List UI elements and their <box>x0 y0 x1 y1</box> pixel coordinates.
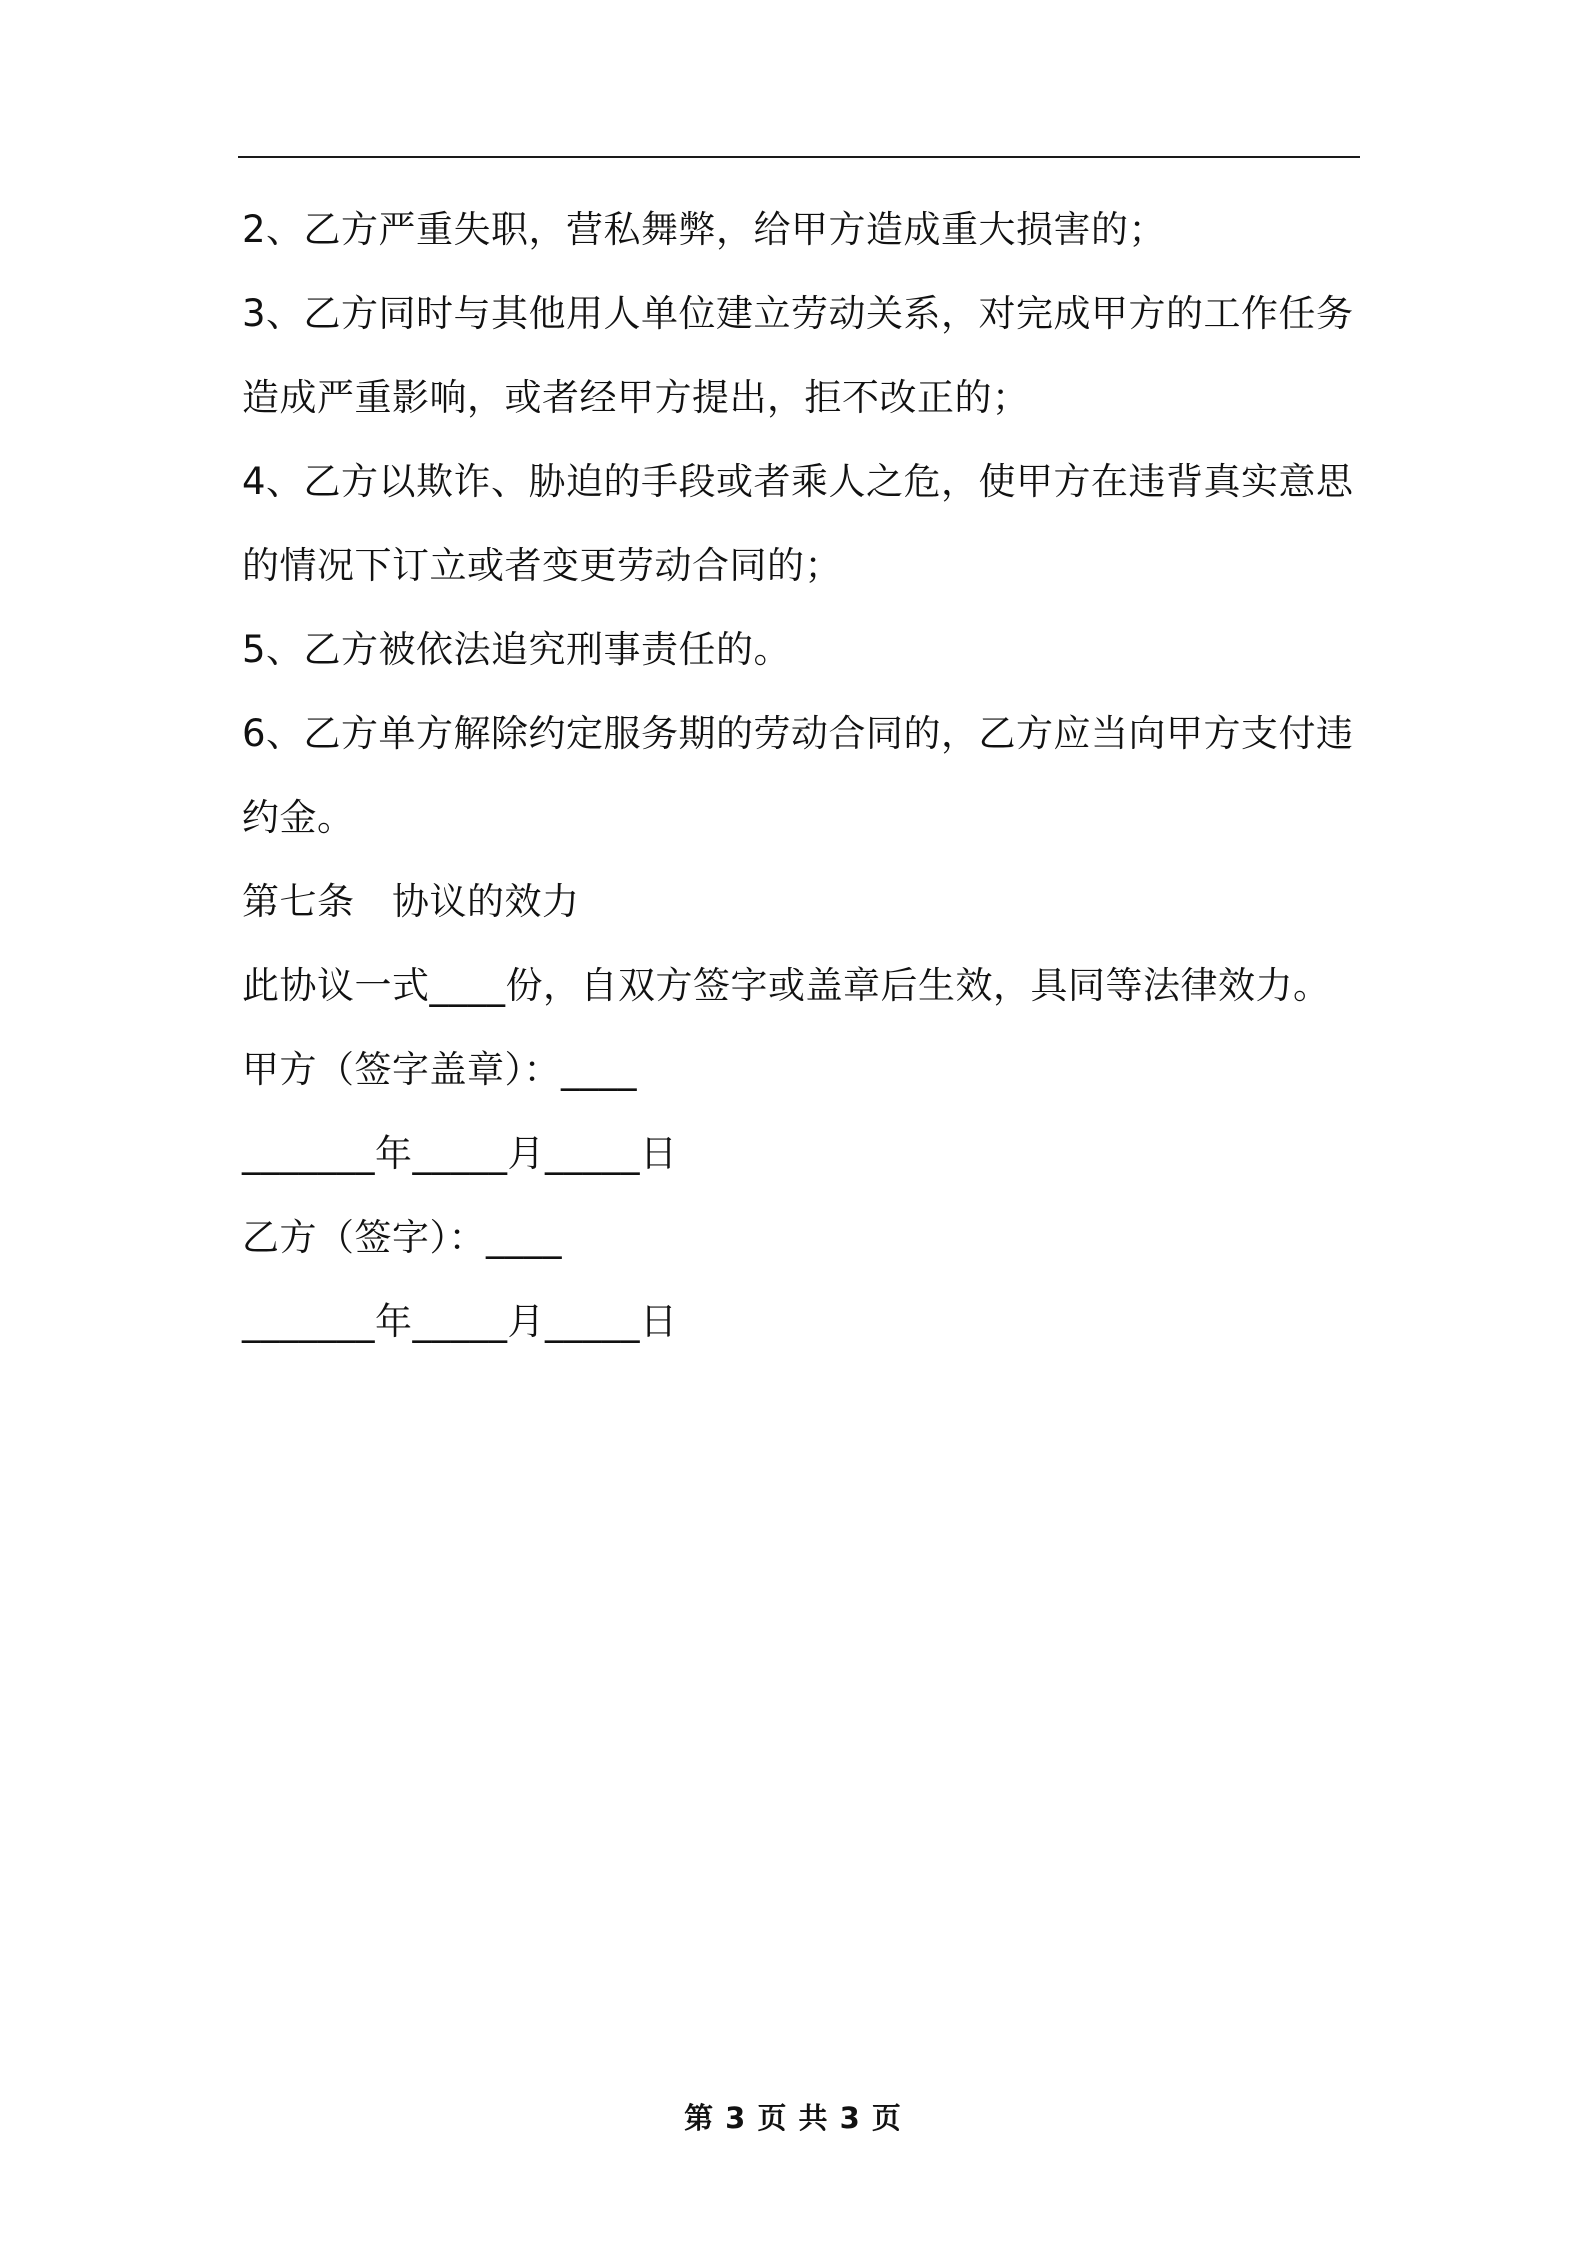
clause-item-5: 5、乙方被依法追究刑事责任的。 <box>242 628 792 671</box>
page-number: 第 3 页 共 3 页 <box>684 2101 902 2135</box>
party-a-date-line: _______年_____月_____日 <box>242 1132 678 1175</box>
clause-item-3-line-2: 造成严重影响，或者经甲方提出，拒不改正的； <box>242 376 1030 419</box>
clause-item-4-line-2: 的情况下订立或者变更劳动合同的； <box>242 544 842 587</box>
document-body <box>242 188 1364 1364</box>
party-b-date-line: _______年_____月_____日 <box>242 1300 678 1343</box>
clause-item-2: 2、乙方严重失职，营私舞弊，给甲方造成重大损害的； <box>242 208 1167 251</box>
party-a-signature-line: 甲方（签字盖章）：____ <box>242 1048 637 1091</box>
header-rule <box>238 156 1360 158</box>
party-b-signature-line: 乙方（签字）：____ <box>242 1216 562 1259</box>
agreement-effect-text: 此协议一式____份，自双方签字或盖章后生效，具同等法律效力。 <box>242 964 1331 1007</box>
clause-item-6-line-2: 约金。 <box>242 796 355 839</box>
clause-item-3-line-1: 3、乙方同时与其他用人单位建立劳动关系，对完成甲方的工作任务 <box>242 292 1354 335</box>
clause-item-4-line-1: 4、乙方以欺诈、胁迫的手段或者乘人之危，使甲方在违背真实意思 <box>242 460 1354 503</box>
article-7-heading: 第七条 协议的效力 <box>242 880 580 923</box>
clause-item-6-line-1: 6、乙方单方解除约定服务期的劳动合同的，乙方应当向甲方支付违 <box>242 712 1354 755</box>
